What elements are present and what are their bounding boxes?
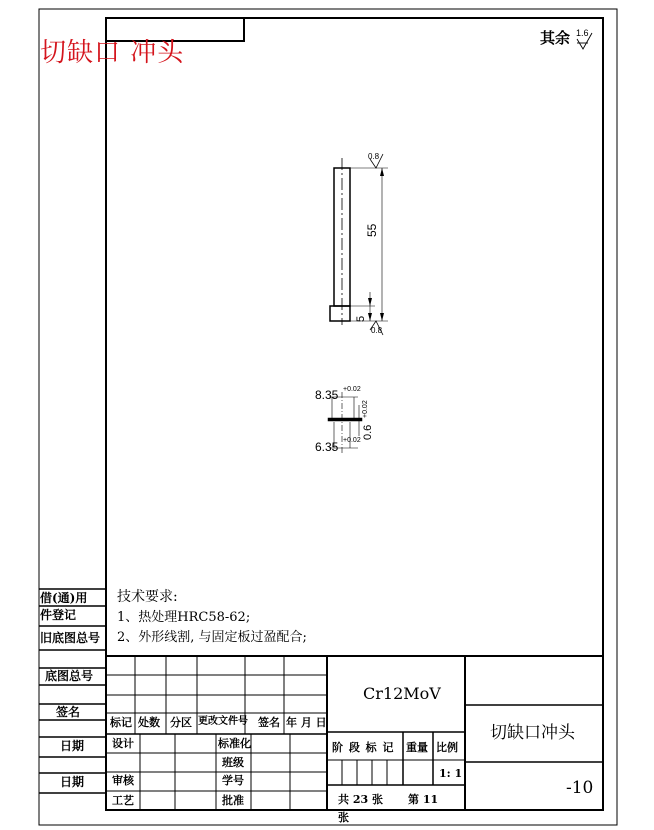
bottom-roughness-value: 0.8: [371, 326, 383, 335]
side-label-date-1: 日期: [60, 739, 85, 753]
dim-length-55: 55: [365, 223, 379, 237]
requirement-2: 2、外形线割, 与固定板过盈配合;: [117, 630, 307, 645]
width-top-tol: +0.02: [343, 386, 361, 393]
width-bottom-dim: 6.35: [315, 440, 339, 454]
label-weight: 重量: [406, 741, 428, 754]
requirement-1: 1、热处理HRC58-62;: [117, 610, 251, 625]
label-approve: 批准: [222, 794, 244, 807]
side-label-base: 底图总号: [45, 669, 94, 683]
dim-step-5: 5: [355, 315, 367, 322]
inner-frame: [106, 18, 603, 810]
scale-value: 1: 1: [439, 767, 463, 780]
total-sheets: 共 23 张: [338, 793, 383, 806]
rev-header-doc: 更改文件号: [198, 716, 248, 727]
surface-rest-label: 其余: [540, 29, 571, 47]
material: Cr12MoV: [363, 684, 441, 703]
label-process: 工艺: [112, 794, 134, 807]
rev-header-count: 处数: [138, 716, 160, 729]
sheet-number: 第 11: [408, 793, 439, 806]
side-label-old-base: 旧底图总号: [40, 631, 101, 645]
punch-side-view: [330, 154, 388, 335]
thickness-dim: 0.6: [362, 424, 374, 440]
label-design: 设计: [112, 737, 134, 750]
label-stage: 阶 段 标 记: [332, 741, 395, 754]
drawing-number: -10: [566, 778, 594, 798]
side-label-date-2: 日期: [60, 775, 85, 789]
section-rect: [328, 418, 362, 421]
label-scale: 比例: [436, 741, 458, 754]
side-label-sign: 签名: [56, 705, 81, 719]
top-roughness-value: 0.8: [368, 152, 380, 161]
punch-head: [330, 306, 350, 321]
side-label-borrow: 借(通)用: [40, 591, 88, 605]
rev-header-sign: 签名: [258, 716, 280, 729]
label-standardize: 标准化: [218, 737, 251, 750]
rev-header-zone: 分区: [170, 716, 192, 729]
rev-header-date: 年 月 日: [286, 716, 327, 729]
rev-header-mark: 标记: [110, 716, 132, 729]
sheet-unit: 张: [338, 811, 349, 824]
side-label-register: 件登记: [40, 608, 77, 622]
width-bottom-tol: +0.02: [343, 437, 361, 444]
part-name: 切缺口冲头: [490, 723, 575, 743]
thickness-tol: +0.02: [362, 400, 369, 418]
label-review: 审核: [112, 774, 134, 787]
requirements-heading: 技术要求:: [117, 589, 178, 605]
red-title: 切缺口 冲头: [40, 38, 185, 68]
label-team: 班级: [222, 756, 244, 769]
surface-rest-value: 1.6: [576, 28, 589, 38]
width-top-dim: 8.35: [315, 388, 339, 402]
label-student-no: 学号: [222, 774, 244, 787]
